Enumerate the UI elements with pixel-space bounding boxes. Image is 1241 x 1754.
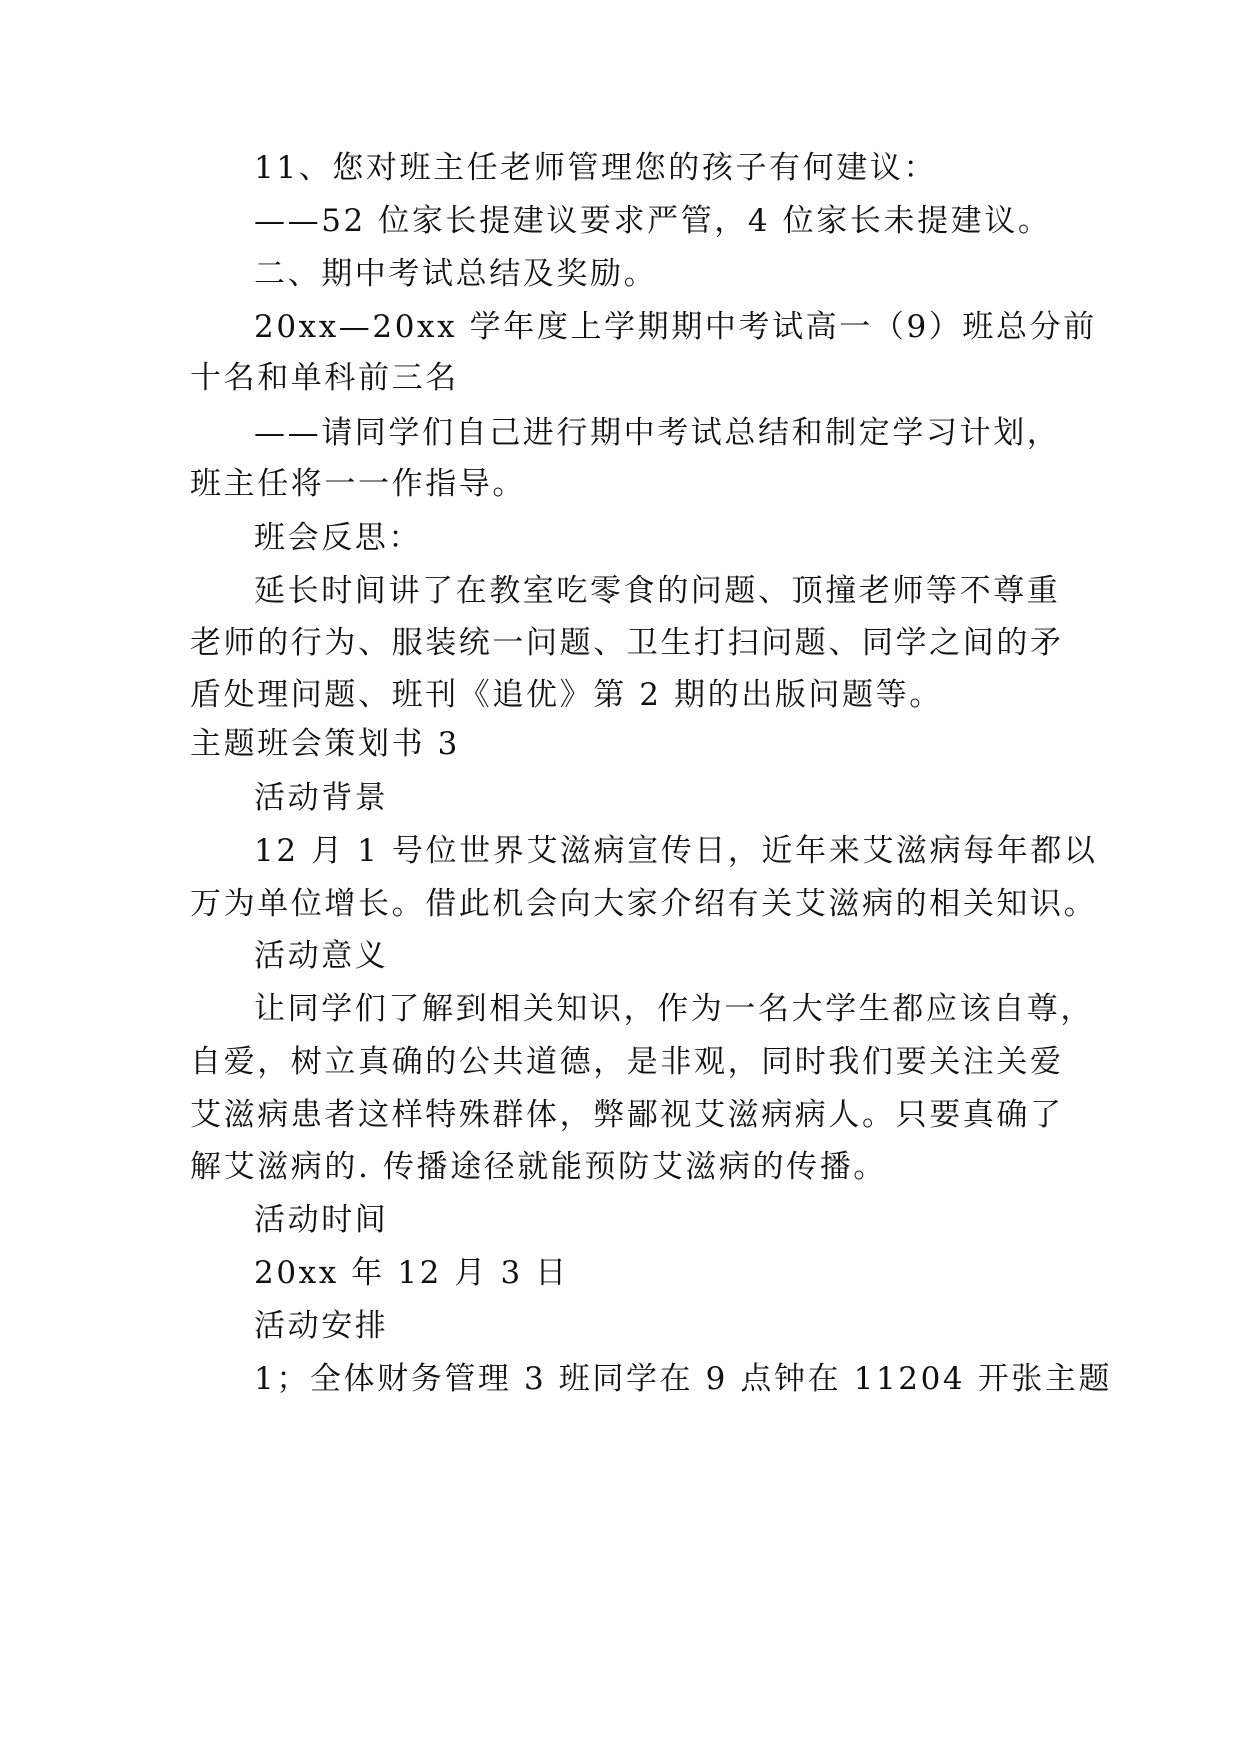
section-title-plan-3: 主题班会策划书 3: [190, 726, 460, 762]
text-line-reflection-2: 老师的行为、服装统一问题、卫生打扫问题、同学之间的矛: [190, 625, 1064, 661]
text-line-arrangement-1: 1；全体财务管理 3 班同学在 9 点钟在 11204 开张主题: [254, 1361, 1113, 1397]
text-line-study-plan-cont: 班主任将一一作指导。: [190, 466, 526, 502]
text-line-background-2: 万为单位增长。借此机会向大家介绍有关艾滋病的相关知识。: [190, 886, 1098, 922]
text-line-significance-4: 解艾滋病的. 传播途径就能预防艾滋病的传播。: [190, 1149, 887, 1185]
subheading-background: 活动背景: [254, 780, 389, 816]
text-line-reflection-3: 盾处理问题、班刊《追优》第 2 期的出版问题等。: [190, 677, 943, 713]
text-line-reflection-1: 延长时间讲了在教室吃零食的问题、顶撞老师等不尊重: [254, 573, 1061, 609]
section-heading-midterm: 二、期中考试总结及奖励。: [254, 256, 658, 292]
subheading-significance: 活动意义: [254, 938, 389, 974]
text-line-significance-1: 让同学们了解到相关知识，作为一名大学生都应该自尊，: [254, 991, 1094, 1027]
text-line-study-plan: ——请同学们自己进行期中考试总结和制定学习计划，: [254, 415, 1061, 451]
subheading-arrangement: 活动安排: [254, 1308, 389, 1344]
text-line-suggestion-question: 11、您对班主任老师管理您的孩子有何建议：: [254, 150, 938, 186]
text-line-significance-3: 艾滋病患者这样特殊群体，弊鄙视艾滋病病人。只要真确了: [190, 1097, 1064, 1133]
text-line-background-1: 12 月 1 号位世界艾滋病宣传日，近年来艾滋病每年都以: [254, 833, 1098, 869]
text-line-reflection-label: 班会反思：: [254, 520, 422, 556]
text-line-significance-2: 自爱，树立真确的公共道德，是非观，同时我们要关注关爱: [190, 1044, 1064, 1080]
text-line-midterm-title-cont: 十名和单科前三名: [190, 360, 459, 396]
text-line-parent-suggestions: ——52 位家长提建议要求严管，4 位家长未提建议。: [254, 203, 1052, 239]
text-line-midterm-title: 20xx—20xx 学年度上学期期中考试高一（9）班总分前: [254, 309, 1097, 345]
text-line-date: 20xx 年 12 月 3 日: [254, 1255, 569, 1291]
subheading-time: 活动时间: [254, 1202, 389, 1238]
